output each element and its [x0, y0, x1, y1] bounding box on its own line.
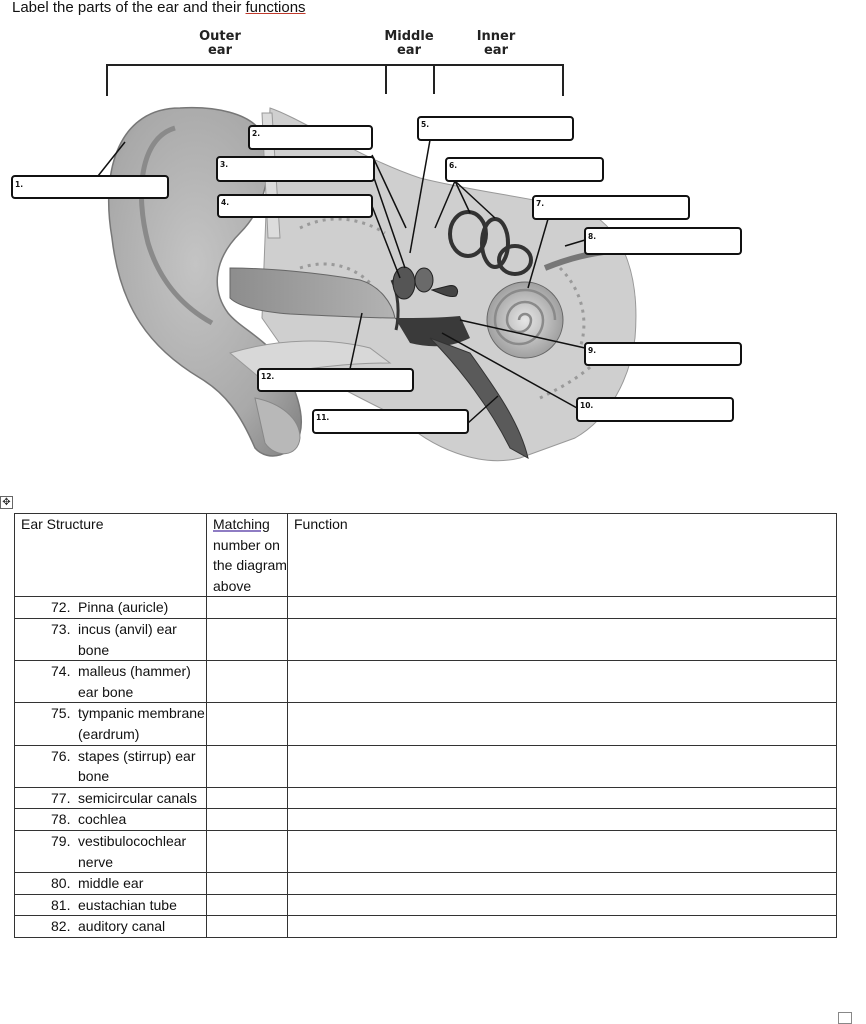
- row-structure-name: stapes (stirrup) ear bone: [78, 747, 196, 785]
- row-structure-name: eustachian tube: [78, 896, 177, 913]
- label-box-10[interactable]: [577, 398, 733, 421]
- row-structure-name: cochlea: [78, 811, 127, 828]
- table-row: [15, 873, 837, 895]
- function-cell[interactable]: [288, 703, 837, 745]
- inner-ear-label-line2: ear: [483, 43, 509, 58]
- header-matching-word: Matching: [213, 516, 270, 532]
- row-structure-name: incus (anvil) ear bone: [78, 620, 177, 658]
- incus: [415, 268, 433, 292]
- table-row: [15, 597, 837, 619]
- function-cell[interactable]: [288, 745, 837, 787]
- matching-number-cell[interactable]: [207, 916, 288, 938]
- row-number: 74.: [51, 663, 71, 680]
- function-cell[interactable]: [288, 894, 837, 916]
- matching-number-cell[interactable]: [207, 787, 288, 809]
- row-number: 78.: [51, 811, 71, 828]
- label-box-6[interactable]: [446, 158, 603, 181]
- label-number-5: 5.: [421, 120, 430, 129]
- row-structure-name: malleus (hammer) ear bone: [78, 663, 191, 700]
- matching-number-cell[interactable]: [207, 873, 288, 895]
- label-number-2: 2.: [252, 129, 261, 138]
- label-number-3: 3.: [220, 160, 229, 169]
- section-bracket: [107, 65, 563, 96]
- label-number-1: 1.: [15, 180, 24, 189]
- matching-number-cell[interactable]: [207, 618, 288, 660]
- label-number-9: 9.: [588, 346, 597, 355]
- function-cell[interactable]: [288, 830, 837, 872]
- row-number: 79.: [51, 832, 71, 849]
- matching-number-cell[interactable]: [207, 745, 288, 787]
- row-number: 73.: [51, 620, 71, 637]
- row-number: 77.: [51, 789, 71, 806]
- row-number: 76.: [51, 747, 71, 764]
- title-underlined-word: functions: [245, 0, 306, 16]
- row-number: 81.: [51, 896, 71, 913]
- table-row: [15, 618, 837, 660]
- row-structure-name: tympanic membrane (eardrum): [78, 705, 205, 742]
- label-box-9[interactable]: [585, 343, 741, 365]
- label-box-2[interactable]: [249, 126, 372, 149]
- matching-number-cell[interactable]: [207, 703, 288, 745]
- table-row: [15, 830, 837, 872]
- malleus: [393, 267, 415, 299]
- table-row: [15, 703, 837, 745]
- table-header-row: [15, 514, 837, 597]
- ear-structure-table: [14, 513, 837, 938]
- cochlea: [487, 282, 563, 358]
- outer-ear-label-line1: Outer: [199, 29, 241, 44]
- row-structure-name: middle ear: [78, 875, 144, 892]
- outer-ear-label-line2: ear: [207, 43, 233, 58]
- matching-number-cell[interactable]: [207, 661, 288, 703]
- row-structure-name: Pinna (auricle): [78, 599, 169, 616]
- matching-number-cell[interactable]: [207, 809, 288, 831]
- label-box-8[interactable]: [585, 228, 741, 254]
- label-number-7: 7.: [536, 199, 545, 208]
- label-box-11[interactable]: [313, 410, 468, 433]
- label-box-12[interactable]: [258, 369, 413, 391]
- matching-number-cell[interactable]: [207, 830, 288, 872]
- table-row: [15, 894, 837, 916]
- row-number: 80.: [51, 875, 71, 892]
- label-box-7[interactable]: [533, 196, 689, 219]
- label-number-11: 11.: [316, 413, 330, 422]
- function-cell[interactable]: [288, 618, 837, 660]
- label-number-6: 6.: [449, 161, 458, 170]
- middle-ear-label-line2: ear: [396, 43, 422, 58]
- label-number-8: 8.: [588, 232, 597, 241]
- table-row: [15, 787, 837, 809]
- function-cell[interactable]: [288, 661, 837, 703]
- function-cell[interactable]: [288, 597, 837, 619]
- row-structure-name: semicircular canals: [78, 789, 198, 806]
- table-row: [15, 745, 837, 787]
- table-row: [15, 809, 837, 831]
- row-number: 75.: [51, 705, 71, 722]
- middle-ear-label-line1: Middle: [384, 29, 434, 44]
- matching-number-cell[interactable]: [207, 597, 288, 619]
- label-box-1[interactable]: [12, 176, 168, 198]
- inner-ear-label-line1: Inner: [476, 29, 516, 44]
- function-cell[interactable]: [288, 873, 837, 895]
- ear-diagram: [0, 18, 866, 488]
- matching-number-cell[interactable]: [207, 894, 288, 916]
- page-title: Label the parts of the ear and their functions: [12, 0, 306, 16]
- function-cell[interactable]: [288, 916, 837, 938]
- header-matching-rest: number on the diagram above: [213, 536, 287, 594]
- header-matching-number: [207, 514, 288, 597]
- table-row: [15, 916, 837, 938]
- label-box-4[interactable]: [218, 195, 372, 217]
- header-ear-structure: Ear Structure: [15, 514, 207, 597]
- label-box-3[interactable]: [217, 157, 374, 181]
- label-box-5[interactable]: [418, 117, 573, 140]
- row-structure-name: auditory canal: [78, 918, 166, 935]
- row-number: 82.: [51, 918, 71, 935]
- row-structure-name: vestibulocochlear nerve: [78, 832, 187, 870]
- function-cell[interactable]: [288, 809, 837, 831]
- label-number-10: 10.: [580, 401, 594, 410]
- table-move-handle-icon[interactable]: ✥: [0, 496, 13, 509]
- row-number: 72.: [51, 599, 71, 616]
- resize-handle[interactable]: [838, 1012, 852, 1024]
- label-number-4: 4.: [221, 198, 230, 207]
- table-row: [15, 661, 837, 703]
- function-cell[interactable]: [288, 787, 837, 809]
- header-function: Function: [288, 514, 837, 597]
- label-number-12: 12.: [261, 372, 275, 381]
